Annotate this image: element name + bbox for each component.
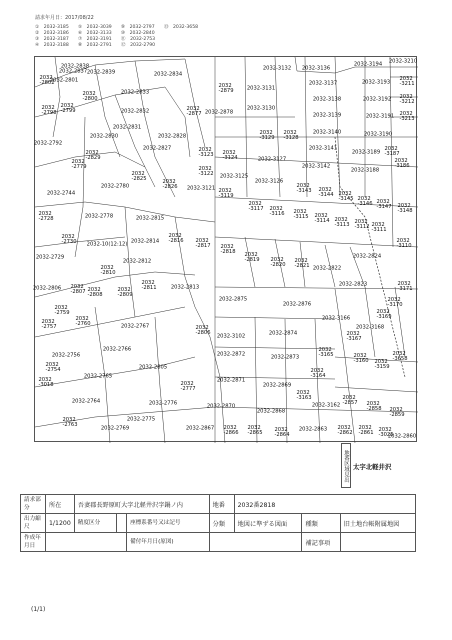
type-label: 種類 xyxy=(302,514,340,533)
parcel-label: 2032-3141 xyxy=(308,145,338,152)
parcel-label: 2032 -3146 xyxy=(357,195,373,207)
parcel-label: 2032 -2799 xyxy=(60,102,76,114)
parcel-label: 2032 -3129 xyxy=(259,129,275,141)
parcel-label: 2032-2832 xyxy=(120,108,150,115)
parcel-label: 2032 -2754 xyxy=(45,361,61,373)
parcel-label: 2032 -2757 xyxy=(41,318,57,330)
parcel-label: 2032-2831 xyxy=(112,124,142,131)
parcel-label: 2032 -3171 xyxy=(397,280,413,292)
parcel-label: 2032 -3164 xyxy=(310,367,326,379)
parcel-label: 2032 -2807 xyxy=(70,283,86,295)
parcel-label: 2032 -2808 xyxy=(87,286,103,298)
location-value: 吾妻郡長野原町大字北軽井沢字鍋ノ内 xyxy=(74,495,209,514)
parcel-label: 2032 -2829 xyxy=(85,149,101,161)
parcel-label: 2032 -3119 xyxy=(218,187,234,199)
parcel-label: 2032 -3145 xyxy=(338,190,354,202)
page-number: (1/1) xyxy=(31,606,46,613)
parcel-label: 2032 -2862 xyxy=(337,424,353,436)
parcel-label: 2032 -3186 xyxy=(394,157,410,169)
parcel-label: 2032-3168 xyxy=(355,324,385,331)
index-line-4: ④ 2032-3188 ⑧ 2032-2791 ⑫ 2032-2790 xyxy=(35,43,156,48)
parcel-label: 2032 -2861 xyxy=(358,424,374,436)
parcel-label: 2032 -3144 xyxy=(318,186,334,198)
parcel-label: 2032-3127 xyxy=(257,156,287,163)
parcel-label: 2032 -2800 xyxy=(82,90,98,102)
request-section-label: 請求部分 xyxy=(21,495,46,514)
parcel-label: 2032-2776 xyxy=(148,400,178,407)
parcel-label: 2032 -2728 xyxy=(38,210,54,222)
parcel-label: 2032-3126 xyxy=(254,178,284,185)
parcel-label: 2032 -3167 xyxy=(346,330,362,342)
parcel-label: 2032-2872 xyxy=(216,351,246,358)
parcel-label: 2032-2815 xyxy=(135,215,165,222)
parcel-label: 2032-10(12:12) xyxy=(86,241,128,248)
location-label: 所在 xyxy=(46,495,75,514)
parcel-label: 2032-3102 xyxy=(216,333,246,340)
parcel-label: 2032-2874 xyxy=(268,330,298,337)
parcel-label: 2032 -2857 xyxy=(342,394,358,406)
parcel-label: 2032-3190 xyxy=(363,131,393,138)
parcel-label: 2032 -2777 xyxy=(180,380,196,392)
parcel-label: 2032-2827 xyxy=(142,145,172,152)
parcel-label: 2032-3194 xyxy=(353,61,383,68)
parcel-label: 2032-2744 xyxy=(46,190,76,197)
parcel-label: 2032-3130 xyxy=(246,105,276,112)
index-line-3: ③ 2032-3187 ⑦ 2032-3191 ⑪ 2032-2753 xyxy=(35,37,156,42)
parcel-label: 2032-2805 xyxy=(138,364,168,371)
parcel-label: 2032 -3147 xyxy=(376,198,392,210)
lot-value: 2032番2818 xyxy=(234,495,415,514)
scale-value: 1/1200 xyxy=(46,514,75,533)
cadastral-map xyxy=(34,56,417,442)
accuracy-value xyxy=(117,514,127,533)
parcel-label: 2032-2875 xyxy=(218,296,248,303)
parcel-label: 2032-2780 xyxy=(100,183,130,190)
parcel-label: 2032 -3212 xyxy=(399,93,415,105)
parcel-label: 2032 -3114 xyxy=(314,212,330,224)
parcel-label: 2032 -2760 xyxy=(75,315,91,327)
classification-label: 分類 xyxy=(209,514,234,533)
parcel-label: 2032-2769 xyxy=(100,425,130,432)
parcel-label: 2032 -2759 xyxy=(54,304,70,316)
lot-label: 地番 xyxy=(209,495,234,514)
parcel-label: 2032-2813 xyxy=(170,284,200,291)
created-value xyxy=(46,533,127,552)
parcel-label: 2032 -2858 xyxy=(366,400,382,412)
parcel-label: 2032-2870 xyxy=(206,403,236,410)
parcel-label: 2032 -2806 xyxy=(195,324,211,336)
parcel-label: 2032-3193 xyxy=(361,79,391,86)
parcel-label: 2032-2837 xyxy=(58,68,88,75)
parcel-label: 2032-2767 xyxy=(120,323,150,330)
parcel-label: 2032-3121 xyxy=(186,185,216,192)
parcel-label: 2032 -3211 xyxy=(399,75,415,87)
parcel-label: 2032 -2798 xyxy=(41,104,57,116)
parcel-label: 2032-3136 xyxy=(301,65,331,72)
parcel-label: 2032-3139 xyxy=(312,112,342,119)
parcel-label: 2032-3131 xyxy=(246,85,276,92)
parcel-label: 2032-3191 xyxy=(365,113,395,120)
parcel-label: 2032 -2809 xyxy=(117,286,133,298)
installed-value xyxy=(209,533,302,552)
parcel-label: 2032-2775 xyxy=(126,416,156,423)
created-label: 作成年月日 xyxy=(21,533,46,552)
index-line-2: ② 2032-3186 ⑥ 2032-3133 ⑩ 2032-2840 xyxy=(35,31,155,36)
parcel-label: 2032 -2820 xyxy=(270,256,286,268)
parcel-label: 2032-3210 xyxy=(388,58,418,65)
parcel-label: 2032 -3159 xyxy=(374,358,390,370)
parcel-label: 2032-2828 xyxy=(157,133,187,140)
parcel-label: 2032-3125 xyxy=(219,173,249,180)
parcel-label: 2032 -3117 xyxy=(248,200,264,212)
parcel-label: 2032 -3122 xyxy=(198,165,214,177)
parcel-label: 2032 -2866 xyxy=(223,424,239,436)
parcel-label: 2032 -3110 xyxy=(396,237,412,249)
parcel-label: 2032 -3658 xyxy=(392,350,408,362)
parcel-label: 2032 -3025 xyxy=(378,426,394,438)
parcel-label: 2032-2824 xyxy=(352,253,382,260)
parcel-label: 2032 -3148 xyxy=(397,202,413,214)
installed-label: 備付年月日(原図) xyxy=(127,533,210,552)
parcel-label: 2032 -3123 xyxy=(198,146,214,158)
parcel-label: 2032-2838 xyxy=(60,63,90,70)
cadastral-info-table xyxy=(20,494,416,552)
parcel-label: 2032-2756 xyxy=(51,352,81,359)
parcel-label: 2032-2801 xyxy=(49,77,79,84)
parcel-label: 2032-2806 xyxy=(32,285,62,292)
parcel-label: 2032-2830 xyxy=(89,133,119,140)
parcel-label: 2032 -2864 xyxy=(274,426,290,438)
parcel-label: 2032-2833 xyxy=(120,89,150,96)
parcel-label: 2032-2765 xyxy=(83,373,113,380)
parcel-label: 2032 -2859 xyxy=(389,406,405,418)
parcel-label: 2032-2860 xyxy=(387,433,417,440)
parcel-label: 2032-2812 xyxy=(122,258,152,265)
coord-label: 座標系番号又は記号 xyxy=(127,514,210,533)
parcel-label: 2032 -3018 xyxy=(38,376,54,388)
notes-value xyxy=(340,533,415,552)
parcel-label: 2032-3137 xyxy=(308,80,338,87)
parcel-label: 2032-2834 xyxy=(153,71,183,78)
parcel-label: 2032 -3143 xyxy=(296,182,312,194)
parcel-label: 2032-2823 xyxy=(338,281,368,288)
parcel-label: 2032 -3170 xyxy=(387,296,403,308)
district-name: 太字北軽井沢 xyxy=(353,463,392,471)
parcel-label: 2032 -3113 xyxy=(334,216,350,228)
parcel-label: 2032 -2877 xyxy=(186,105,202,117)
parcel-label: 2032 -3187 xyxy=(384,145,400,157)
parcel-label: 2032 -2826 xyxy=(162,178,178,190)
parcel-label: 2032 -2763 xyxy=(62,416,78,428)
parcel-label: 2032-2792 xyxy=(33,140,63,147)
index-line-1: ① 2032-3185 ⑤ 2032-3039 ⑨ 2032-2797 ⑬ 2032-3658 xyxy=(35,25,199,30)
parcel-label: 2032 -2817 xyxy=(195,237,211,249)
parcel-label: 2032-3142 xyxy=(301,163,331,170)
parcel-label: 2032-2822 xyxy=(312,265,342,272)
parcel-label: 2032 -2779 xyxy=(71,158,87,170)
parcel-label: 2032-3132 xyxy=(262,65,292,72)
parcel-label: 2032-2729 xyxy=(35,254,65,261)
parcel-label: 2032-2814 xyxy=(130,238,160,245)
parcel-label: 2032-2868 xyxy=(256,408,286,415)
parcel-label: 2032 -3112 xyxy=(354,218,370,230)
parcel-label: 2032-2867 xyxy=(185,425,215,432)
parcel-label: 2032 -2816 xyxy=(168,232,184,244)
parcel-label: 2032 -3115 xyxy=(293,208,309,220)
parcel-label: 2032 -3163 xyxy=(296,389,312,401)
parcel-label: 2032-3188 xyxy=(350,167,380,174)
parcel-label: 2032 -2810 xyxy=(100,264,116,276)
scale-label: 出力縮尺 xyxy=(21,514,46,533)
parcel-label: 2032 -3160 xyxy=(353,352,369,364)
parcel-label: 2032 -2825 xyxy=(131,170,147,182)
parcel-label: 2032-3162 xyxy=(311,402,341,409)
parcel-label: 2032 -3111 xyxy=(371,221,387,233)
parcel-label: 2032 -2819 xyxy=(244,251,260,263)
parcel-label: 2032-2876 xyxy=(282,301,312,308)
print-date: 請求年月日：2017/08/22 xyxy=(35,15,94,21)
parcel-label: 2032 -3128 xyxy=(283,129,299,141)
parcel-label: 2032-3192 xyxy=(362,96,392,103)
parcel-label: 2032-2839 xyxy=(86,69,116,76)
parcel-label: 2032 -2802 xyxy=(39,74,55,86)
parcel-label: 2032-3166 xyxy=(321,315,351,322)
parcel-label: 2032 -3124 xyxy=(222,149,238,161)
parcel-label: 2032-2869 xyxy=(262,382,292,389)
parcel-label: 2032 -2811 xyxy=(141,279,157,291)
parcel-label: 2032-2778 xyxy=(84,213,114,220)
parcel-label: 2032-2878 xyxy=(204,109,234,116)
parcel-label: 2032-2766 xyxy=(102,346,132,353)
parcel-label: 2032-2873 xyxy=(270,354,300,361)
parcel-label: 2032-2871 xyxy=(216,377,246,384)
parcel-label: 2032 -2821 xyxy=(294,257,310,269)
parcel-label: 2032 -3169 xyxy=(376,308,392,320)
parcel-label: 2032 -2818 xyxy=(220,243,236,255)
parcel-label: 2032 -2865 xyxy=(247,424,263,436)
notes-label: 補記事項 xyxy=(302,533,340,552)
area-index-label: 地番区域見出 xyxy=(341,443,351,488)
parcel-label: 2032-3138 xyxy=(312,96,342,103)
type-value: 旧土地台帳附属地図 xyxy=(340,514,415,533)
parcel-label: 2032 -3213 xyxy=(399,110,415,122)
parcel-label: 2032-2863 xyxy=(298,426,328,433)
parcel-label: 2032 -3116 xyxy=(269,205,285,217)
parcel-label: 2032-2764 xyxy=(71,398,101,405)
accuracy-label: 精度区分 xyxy=(74,514,116,533)
parcel-label: 2032 -2879 xyxy=(218,82,234,94)
parcel-label: 2032-3140 xyxy=(312,129,342,136)
parcel-label: 2032 -3165 xyxy=(318,346,334,358)
parcel-label: 2032 -2730 xyxy=(61,233,77,245)
classification-value: 地図に準ずる図面 xyxy=(234,514,302,533)
parcel-label: 2032-3189 xyxy=(351,149,381,156)
